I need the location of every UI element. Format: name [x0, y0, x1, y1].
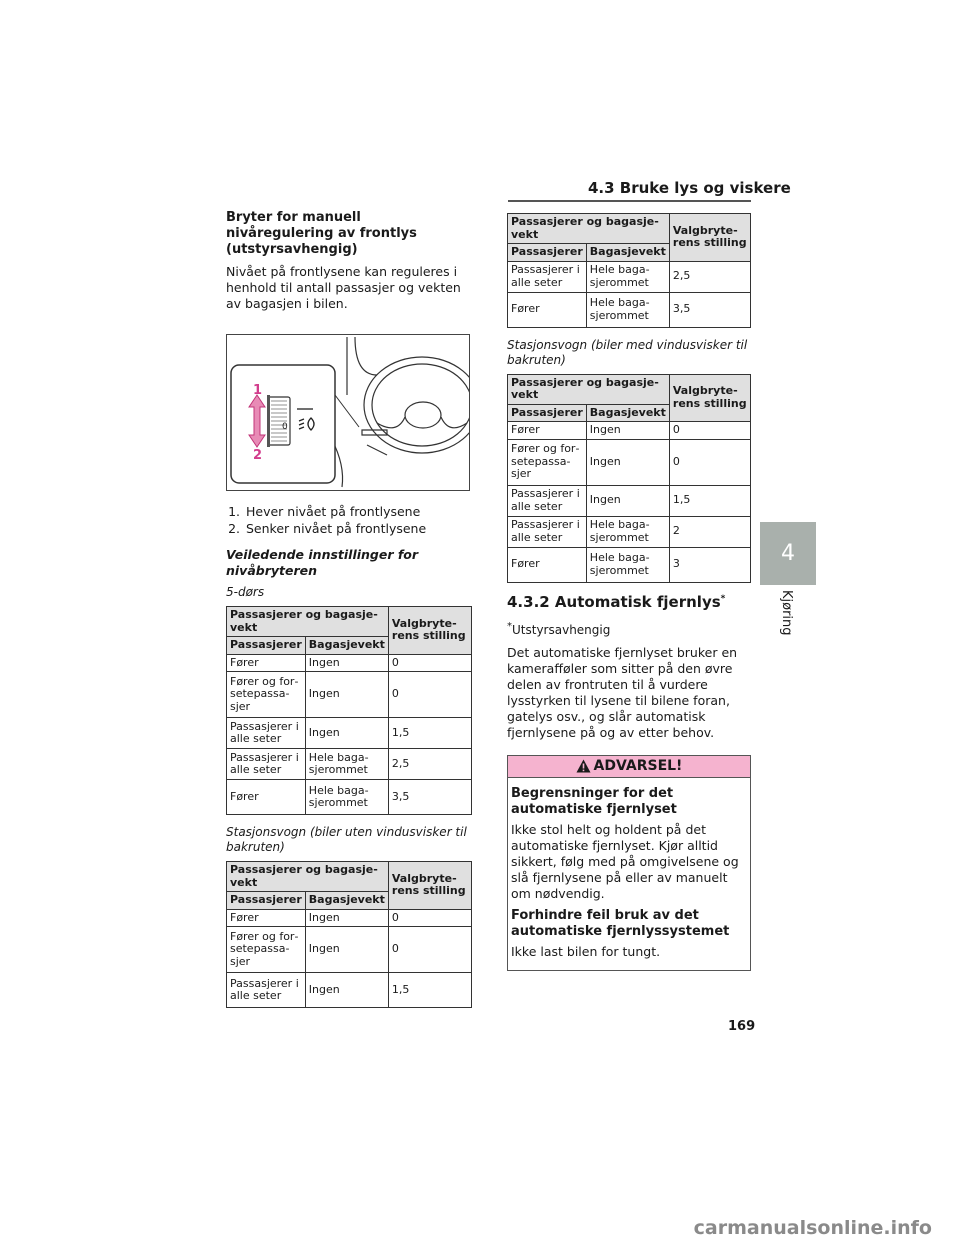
figure-label-2: 2: [253, 448, 263, 463]
chapter-tab: [760, 522, 816, 585]
table-row: Fører Ingen 0: [227, 909, 472, 927]
step-item: 2. Senker nivået på frontlysene: [244, 520, 472, 537]
warning-heading-2: Forhindre feil bruk av det automatiske fjernlyssystemet: [511, 907, 730, 939]
table-row: Fører Hele bagasjerommet 3,5: [508, 292, 751, 327]
table-row: Fører Hele bagasjerommet 3: [508, 547, 751, 582]
guide-heading: Veiledende innstillinger for nivåbryteren: [226, 547, 419, 578]
intro-paragraph: Nivået på frontlysene kan reguleres i henhold til antall passasjer og vekten av bagasjen i bilen.: [226, 264, 461, 311]
section-title-star: *: [720, 593, 726, 604]
header-group: Passasjerer og bagasjevekt: [508, 374, 670, 404]
settings-table-5door: [226, 606, 472, 815]
header-passengers: Passasjerer: [227, 637, 306, 655]
header-group: Passasjerer og bagasjevekt: [227, 862, 389, 892]
level-switch-figure: [226, 334, 470, 491]
wagon-wiper-label: Stasjonsvogn (biler med vindusvisker til bakruten): [507, 337, 748, 367]
warning-box: [507, 755, 751, 971]
table-row: Passasjerer i alle seter Hele bagasjerommet 2,5: [508, 261, 751, 292]
subsection-heading: Bryter for manuell nivåregulering av frontlys (utstyrsavhengig): [226, 210, 417, 257]
page-number: 169: [728, 1019, 756, 1034]
header-luggage: Bagasjevekt: [305, 892, 388, 910]
section-title: [507, 593, 751, 611]
watermark: carmanualsonline.info: [693, 1217, 932, 1239]
level-dial-icon: [267, 395, 290, 447]
table-row: Passasjerer i alle seter Hele bagasjerommet 2: [508, 516, 751, 547]
step-item: 1. Hever nivået på frontlysene: [244, 503, 472, 520]
table-row: Fører Ingen 0: [227, 654, 472, 672]
table-row: Fører og forsetepassasjer Ingen 0: [227, 672, 472, 718]
header-rule: [508, 200, 751, 202]
sedan-label: 5-dørs: [226, 585, 265, 599]
warning-body: [508, 778, 750, 970]
table-row: Fører og forsetepassasjer Ingen 0: [508, 439, 751, 485]
switch-zero-mark: 0: [282, 422, 288, 432]
figure-label-1: 1: [253, 383, 263, 398]
section-body: Det automatiske fjernlyset bruker en kamerafføler som sitter på den øvre delen av frontruten til å vurdere lysstyrken til lysene til bilene foran, gatelys osv., og slår automatisk fjernlysene på og av etter behov.: [507, 644, 738, 740]
left-column: [226, 210, 472, 1018]
dashboard-illustration: [227, 335, 469, 490]
table-row: Fører Ingen 0: [508, 422, 751, 440]
header-luggage: Bagasjevekt: [586, 244, 669, 262]
section-title-text: 4.3.2 Automatisk fjernlys: [507, 592, 721, 611]
header-value: Valgbryterens stilling: [388, 607, 471, 655]
header-value: Valgbryterens stilling: [669, 374, 750, 422]
wagon-no-wiper-label: Stasjonsvogn (biler uten vindusvisker til bakruten): [226, 825, 467, 854]
warning-title: ADVARSEL!: [593, 758, 683, 774]
table-row: Fører Hele bagasjerommet 3,5: [227, 780, 472, 815]
table-row: Passasjerer i alle seter Ingen 1,5: [227, 718, 472, 749]
header-passengers: Passasjerer: [227, 892, 306, 910]
table-row: Passasjerer i alle seter Ingen 1,5: [227, 973, 472, 1008]
footnote-text: Utstyrsavhengig: [512, 622, 611, 637]
warning-triangle-icon: [576, 759, 591, 773]
table-row: Passasjerer i alle seter Ingen 1,5: [508, 485, 751, 516]
header-group: Passasjerer og bagasjevekt: [227, 607, 389, 637]
table-row: Fører og forsetepassasjer Ingen 0: [227, 927, 472, 973]
header-passengers: Passasjerer: [508, 404, 587, 422]
table-row: Passasjerer i alle seter Hele bagasjerommet 2,5: [227, 749, 472, 780]
right-column: [507, 213, 751, 971]
chapter-number: 4: [781, 541, 795, 566]
footnote: [507, 621, 751, 637]
warning-text-1: Ikke stol helt og holdent på det automatiske fjernlyset. Kjør alltid sikkert, følg med på omgivelsene og slå fjernlysene på eller av manuelt om nødvendig.: [511, 821, 739, 901]
header-value: Valgbryterens stilling: [669, 214, 750, 262]
footnote-star: *: [507, 620, 512, 632]
warning-header: [508, 756, 750, 778]
warning-heading-1: Begrensninger for det automatiske fjernlyset: [511, 785, 677, 817]
warning-text-2: Ikke last bilen for tungt.: [511, 943, 661, 959]
chapter-label: [778, 590, 798, 640]
header-group: Passasjerer og bagasjevekt: [508, 214, 670, 244]
settings-table-wagon-no-wiper-cont: [507, 213, 751, 328]
settings-table-wagon-wiper: [507, 374, 751, 583]
header-luggage: Bagasjevekt: [305, 637, 388, 655]
section-header: 4.3 Bruke lys og viskere: [588, 179, 791, 197]
settings-table-wagon-no-wiper: [226, 861, 472, 1008]
chapter-title: Kjøring: [779, 590, 794, 636]
header-luggage: Bagasjevekt: [586, 404, 669, 422]
step-list: [226, 503, 472, 537]
header-passengers: Passasjerer: [508, 244, 587, 262]
header-value: Valgbryterens stilling: [388, 862, 471, 910]
